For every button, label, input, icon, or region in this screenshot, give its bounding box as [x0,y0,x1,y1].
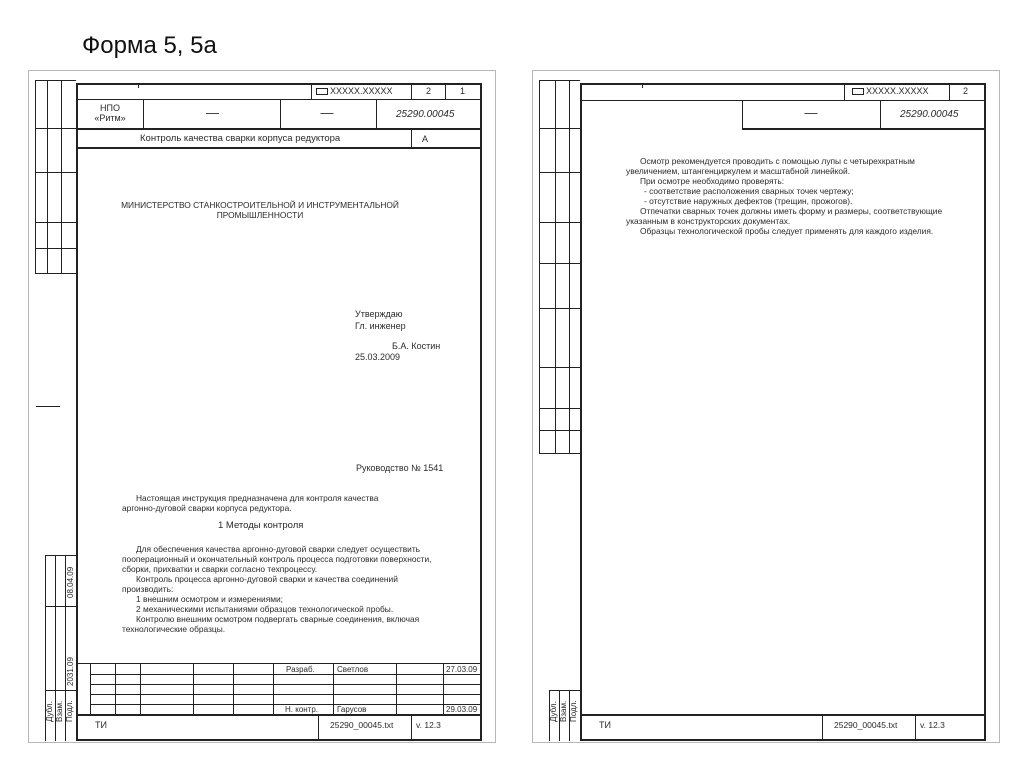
margin-line [539,80,580,81]
intro-line-2: аргонно-дуговой сварки корпуса редуктора. [122,503,292,513]
norm-control-name: Гарусов [337,705,367,714]
margin-line [35,172,76,173]
empty-field-dash: — [804,105,818,120]
approval-name: Б.А. Костин [392,341,441,351]
page-heading: Форма 5, 5а [82,32,217,59]
fold-mark [36,406,60,407]
body-line: Осмотр рекомендуется проводить с помощью лупы с четырехкратным [640,156,915,166]
document-letter: А [422,134,429,144]
stamp-line [233,663,234,715]
document-number: 25290.00045 [900,109,959,120]
margin-line [539,80,540,453]
org-name-line-1: НПО [100,103,120,113]
body-line: Контролю внешним осмотром подвергать сварные соединения, включая [136,614,420,624]
margin-line [45,555,76,556]
side-podl: Подл. [569,700,578,722]
frame-line [984,83,986,741]
stamp-line [915,715,916,740]
header-line [411,84,412,99]
header-line [949,84,950,100]
frame-line [580,83,985,85]
stamp-line [140,663,141,715]
margin-line [555,80,556,453]
version-label: v. 12.3 [920,720,945,730]
stamp-line [193,663,194,715]
stamp-line [411,715,412,740]
body-line: производить: [122,584,174,594]
side-podl: Подл. [65,700,74,722]
margin-line [549,690,580,691]
guide-number: Руководство № 1541 [356,463,444,473]
frame-line [480,83,482,741]
margin-line [539,172,580,173]
developer-label: Разраб. [286,665,315,674]
code-box-icon [852,88,864,95]
form-sheet-5 [28,70,496,743]
developer-name: Светлов [337,665,369,674]
stamp-line [333,663,334,715]
margin-line [539,222,580,223]
frame-line [76,83,481,85]
header-tick [642,84,643,88]
stamp-line [90,694,481,695]
body-line: увеличением, штангенциркулем и масштабной линейкой. [626,166,851,176]
stamp-line [822,715,823,740]
margin-line [45,606,76,607]
code-box-icon [316,88,328,95]
approval-role: Гл. инженер [355,321,406,331]
sheet-number: 2 [963,86,969,96]
frame-line [580,739,985,741]
org-name-line-2: «Ритм» [94,113,126,123]
norm-control-date: 29.03.09 [446,705,478,714]
side-vzam: Взам. [559,700,568,722]
stamp-line [76,663,481,664]
body-line: Для обеспечения качества аргонно-дуговой сварки следует осуществить [136,544,421,554]
stamp-line [318,715,319,740]
body-line: Отпечатки сварных точек должны иметь форму и размеры, соответствующие [640,206,943,216]
margin-line [35,80,76,81]
file-name: 25290_00045.txt [834,720,898,730]
margin-line [569,80,570,453]
approval-date: 25.03.2009 [355,352,401,362]
margin-line [539,263,580,264]
norm-control-label: Н. контр. [285,705,319,714]
developer-date: 27.03.09 [446,665,478,674]
frame-line [76,739,481,741]
document-number: 25290.00045 [396,109,455,120]
doc-type: ТИ [95,720,107,730]
margin-line [539,367,580,368]
stamp-line [396,663,397,715]
header-line [143,99,144,129]
body-line: технологические образцы. [122,624,226,634]
body-line: сборки, прихватки и сварки согласно техпроцессу. [122,564,318,574]
stamp-line [90,674,481,675]
header-line [76,128,481,130]
stamp-line [76,714,481,716]
margin-line [35,128,76,129]
side-dubl: Дубл. [549,701,558,722]
header-line [580,100,985,101]
margin-line [47,80,48,273]
body-line: При осмотре необходимо проверять: [640,176,785,186]
file-name: 25290_00045.txt [330,720,394,730]
margin-line [539,408,580,409]
body-line: Образцы технологической пробы следует применять для каждого изделия. [640,226,934,236]
stamp-line [273,663,274,715]
section-heading: 1 Методы контроля [218,520,304,531]
frame-line [580,83,582,741]
margin-line [539,128,580,129]
sheet-number: 2 [426,86,432,96]
code-box-text: XXXXX.XXXXX [866,86,929,96]
stamp-line [443,663,444,715]
version-label: v. 12.3 [416,720,441,730]
sheets-total: 1 [460,86,466,96]
empty-field-dash: — [206,105,219,120]
header-line [376,99,377,129]
stamp-line [115,663,116,715]
document-title: Контроль качества сварки корпуса редуктора [140,133,341,144]
header-line [445,84,446,99]
body-line: 1 внешним осмотром и измерениями; [136,594,283,604]
side-dubl: Дубл. [45,701,54,722]
ministry-line-2: ПРОМЫШЛЕННОСТИ [216,210,304,220]
margin-line [35,248,76,249]
header-line [880,100,881,130]
margin-line [35,80,36,273]
frame-line [76,83,78,741]
body-line: - соответствие расположения сварных точек чертежу; [644,186,854,196]
body-line: Контроль процесса аргонно-дуговой сварки и качества соединений [136,574,398,584]
margin-line [539,453,580,454]
stamp-line [580,714,985,716]
intro-line-1: Настоящая инструкция предназначена для контроля качества [136,493,379,503]
side-vzam: Взам. [55,700,64,722]
margin-line [61,80,62,273]
margin-line [539,308,580,309]
margin-line [35,222,76,223]
margin-line [35,273,76,274]
header-line [411,129,412,148]
header-line [76,99,481,100]
ministry-line-1: МИНИСТЕРСТВО СТАНКОСТРОИТЕЛЬНОЙ И ИНСТРУМЕНТАЛЬНОЙ [121,200,399,210]
header-line [280,99,281,129]
margin-line [45,690,76,691]
approval-label: Утверждаю [355,309,403,319]
header-line [742,128,985,130]
header-line [844,84,845,100]
body-line: пооперационный и окончательный контроль процесса подготовки поверхности, [122,554,432,564]
body-line: - отсутствие наружных дефектов (трещин, прожогов). [644,196,853,206]
stamp-line [90,663,91,715]
header-tick [138,84,139,88]
code-box-text: XXXXX.XXXXX [330,86,393,96]
doc-type: ТИ [599,720,611,730]
empty-field-dash: — [320,105,334,120]
header-line [311,84,312,99]
header-line [76,147,481,149]
side-date-2: 2031.09 [66,657,75,686]
body-line: указанным в конструкторских документах. [626,216,791,226]
body-line: 2 механическими испытаниями образцов технологической пробы. [136,604,394,614]
stamp-line [90,684,481,685]
side-date-1: 08.04.09 [66,566,75,598]
margin-line [539,430,580,431]
header-line [742,100,743,130]
